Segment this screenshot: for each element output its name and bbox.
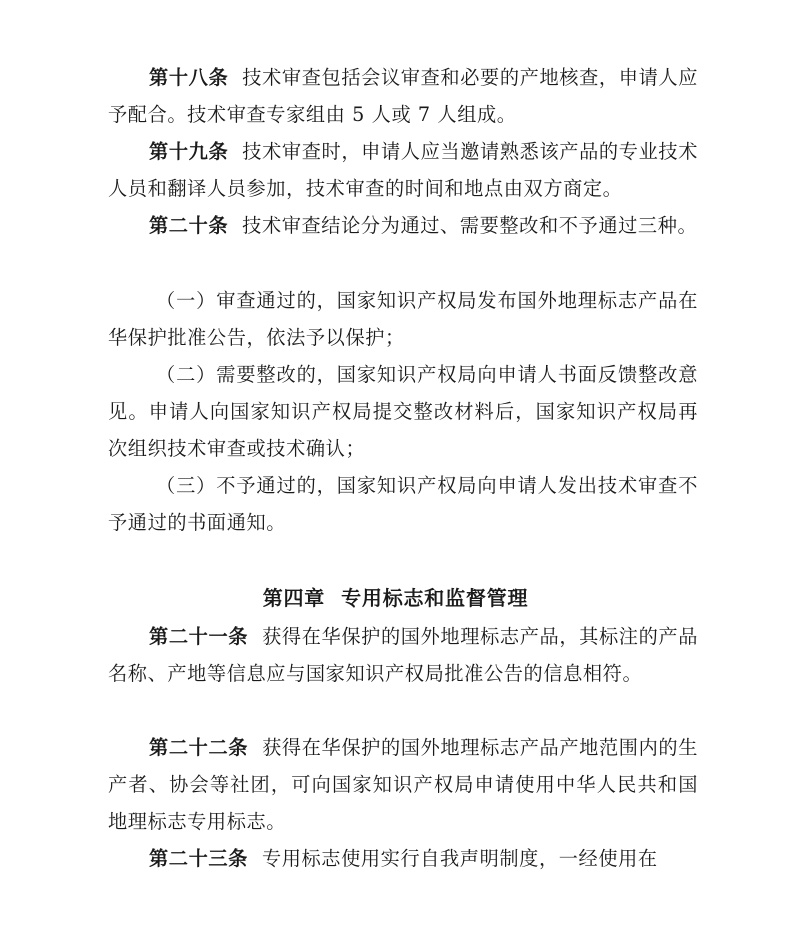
article-21-text: 获得在华保护的国外地理标志产品，其标注的产品名称、产地等信息应与国家知识产权局批准公告的信息相符。 xyxy=(108,625,699,685)
article-19-heading: 第十九条 xyxy=(149,140,229,163)
article-20-item-3: （三）不予通过的，国家知识产权局向申请人发出技术审查不予通过的书面通知。 xyxy=(108,474,698,534)
article-20-item-1: （一）审查通过的，国家知识产权局发布国外地理标志产品在华保护批准公告，依法予以保护； xyxy=(108,289,698,349)
article-19 xyxy=(108,133,698,207)
article-23-heading: 第二十三条 xyxy=(149,847,248,870)
article-19-text: 技术审查时，申请人应当邀请熟悉该产品的专业技术人员和翻译人员参加，技术审查的时间和地点由双方商定。 xyxy=(108,140,698,200)
article-18-text: 技术审查包括会议审查和必要的产地核查，申请人应予配合。技术审查专家组由 5 人或 7 人组成。 xyxy=(108,66,698,126)
chapter-number: 第四章 xyxy=(262,586,326,610)
chapter-title: 专用标志和监督管理 xyxy=(341,586,529,610)
article-20-heading: 第二十条 xyxy=(149,214,229,237)
article-18-heading: 第十八条 xyxy=(149,66,229,89)
article-21 xyxy=(108,618,698,692)
article-22-text: 获得在华保护的国外地理标志产品产地范围内的生产者、协会等社团，可向国家知识产权局申请使用中华人民共和国地理标志专用标志。 xyxy=(108,736,699,833)
article-23-text: 专用标志使用实行自我声明制度，一经使用在 xyxy=(261,847,658,870)
article-21-heading: 第二十一条 xyxy=(149,625,249,648)
article-22-heading: 第二十二条 xyxy=(149,736,249,759)
article-20-item-2: （二）需要整改的，国家知识产权局向申请人书面反馈整改意见。申请人向国家知识产权局提交整改材料后，国家知识产权局再次组织技术审查或技术确认； xyxy=(108,363,698,460)
article-18 xyxy=(108,59,698,133)
chapter-heading xyxy=(0,580,791,616)
article-20-text: 技术审查结论分为通过、需要整改和不予通过三种。 xyxy=(242,214,698,237)
article-22 xyxy=(108,729,698,840)
article-20 xyxy=(108,207,698,244)
article-23 xyxy=(108,840,698,877)
